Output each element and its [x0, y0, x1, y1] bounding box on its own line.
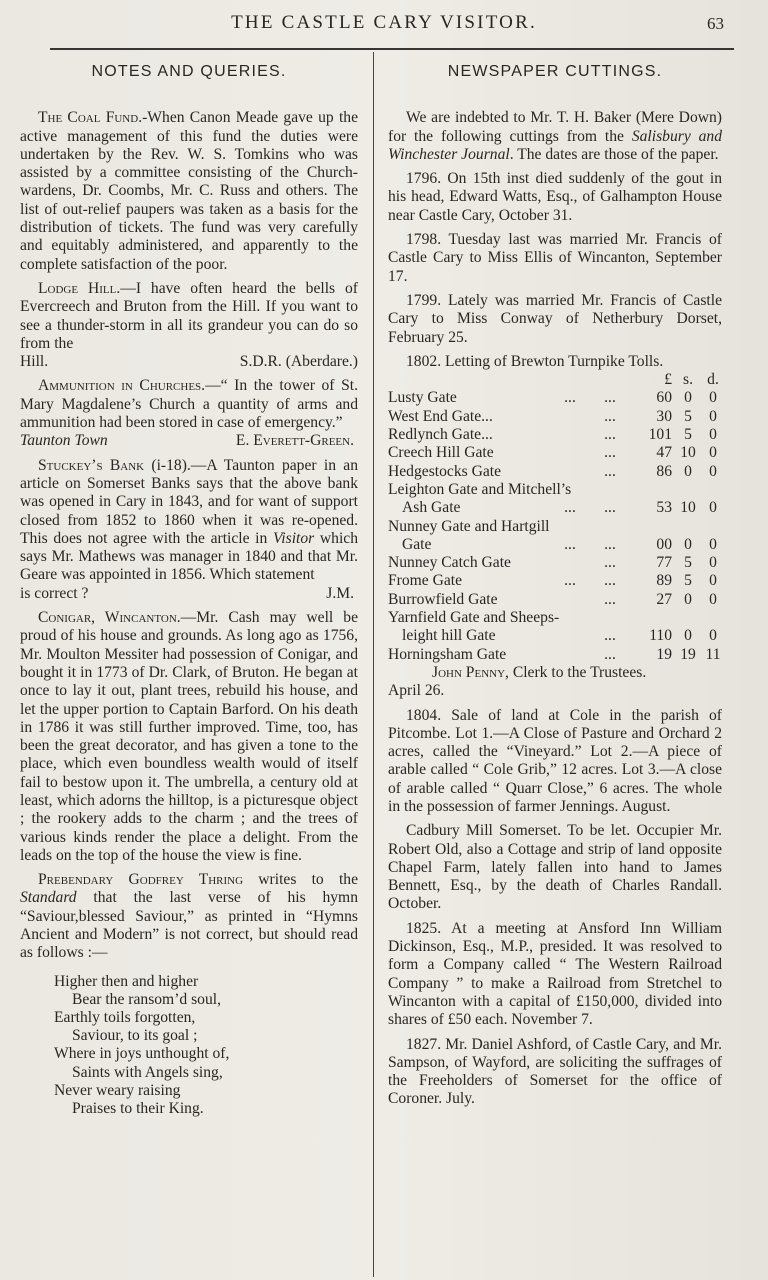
toll-shillings: 5 — [684, 407, 692, 425]
lodge-hill-signature-line — [20, 353, 358, 371]
thring-text-2: that the last verse of his hymn “Saviour,blessed Saviour,” as printed in “Hymns Ancient and Modern” is not correct, but should read as follows :— — [20, 889, 358, 962]
toll-row — [388, 444, 722, 462]
toll-pounds: 53 — [656, 499, 672, 517]
toll-shillings: 10 — [680, 499, 696, 517]
toll-pounds: 60 — [656, 389, 672, 407]
toll-gate-name: leight hill Gate — [402, 627, 496, 645]
lodge-hill-last-word: Hill. — [20, 353, 49, 371]
hymn-line: Earthly toils forgotten, — [54, 1009, 196, 1027]
toll-row — [388, 572, 722, 590]
toll-pence: 0 — [709, 590, 717, 608]
stuckeys-bank-text-1: (i-18).—A Taunton paper in an article on Somerset Banks says that the above bank was opened in Cary in 1843, and for want of support closed from 1852 to 1860 when it was re-opened. This does not agree with the article in — [20, 456, 358, 547]
coal-fund-lead: The Coal Fund. — [38, 109, 143, 127]
toll-leader-dots: ... — [604, 407, 616, 425]
toll-pounds: 89 — [656, 572, 672, 590]
toll-pounds: 86 — [656, 462, 672, 480]
toll-shillings: 5 — [684, 554, 692, 572]
toll-shillings: 0 — [684, 535, 692, 553]
hymn-line: Saints with Angels sing, — [72, 1063, 223, 1081]
cutting-1825: 1825. At a meeting at Ansford Inn William Dickinson, Esq., M.P., presided. It was resolved to form a Company called “ The Western Railroad Company ” to make a Railroad from Stretchel to Wincanton with a capital of £150,000, divided into shares of £50 each. November 7. — [388, 919, 722, 1029]
cutting-cadbury-mill: Cadbury Mill Somerset. To be let. Occupier Mr. Robert Old, also a Cottage and strip of land opposite Chapel Farm, lately fallen into hand to James Bennett, Esq., by the death of Charles Randall. October. — [388, 822, 722, 913]
toll-pence: 0 — [709, 389, 717, 407]
thring-standard: Standard — [20, 889, 77, 907]
cutting-1799: 1799. Lately was married Mr. Francis of Castle Cary to Miss Conway of Netherbury Dorset, February 25. — [388, 291, 722, 346]
toll-leader-dots: ... — [604, 426, 616, 444]
hymn-verse — [54, 973, 358, 1119]
cutting-1798: 1798. Tuesday last was married Mr. Francis of Castle Cary to Miss Ellis of Wincanton, September 17. — [388, 231, 722, 285]
stuckeys-bank-note — [20, 457, 358, 585]
toll-leader-dots: ... — [604, 499, 616, 517]
toll-pence: 0 — [709, 554, 717, 572]
toll-shillings: 0 — [684, 389, 692, 407]
toll-leader-dots: ... — [604, 645, 616, 663]
cuttings-heading: NEWSPAPER CUTTINGS. — [447, 63, 663, 80]
cutting-1804: 1804. Sale of land at Cole in the parish of Pitcombe. Lot 1.—A Close of Pasture and Orchard 2 acres, called the “Vineyard.” Lot 2.—A piece of arable called “ Cole Grib,” 12 acres. Lot 3.—A close of arable called “ Quarr Close,” 6 acres. The whole in the possession of farmer Jennings. August. — [388, 706, 722, 815]
toll-gate-name: Hedgestocks Gate — [388, 462, 502, 480]
thring-note — [20, 871, 358, 962]
toll-row — [388, 536, 722, 554]
toll-gate-name: Lusty Gate — [388, 389, 457, 407]
shillings-header: s. — [683, 371, 693, 389]
lodge-hill-lead: Lodge Hill. — [38, 279, 121, 297]
toll-gate-name: Yarnfield Gate and Sheeps- — [388, 609, 560, 627]
toll-leader-dots: ... — [564, 535, 576, 553]
toll-row — [388, 389, 722, 407]
running-title: THE CASTLE CARY VISITOR. — [231, 12, 537, 33]
hymn-line: Saviour, to its goal ; — [72, 1027, 198, 1045]
cuttings-intro — [388, 109, 722, 164]
toll-gate-name: Redlynch Gate... — [388, 426, 493, 444]
thring-lead: Prebendary Godfrey Thring — [38, 871, 244, 889]
toll-pounds: 110 — [649, 627, 672, 645]
toll-pounds: 47 — [656, 444, 672, 462]
pence-header: d. — [707, 371, 719, 389]
hymn-line: Praises to their King. — [72, 1100, 204, 1118]
toll-gate-name: Burrowfield Gate — [388, 590, 498, 608]
toll-row — [388, 609, 722, 627]
ammunition-lead: Ammunition in Churches. — [38, 377, 206, 395]
toll-gate-name: Nunney Gate and Hartgill — [388, 517, 550, 535]
toll-pounds: 101 — [648, 426, 672, 444]
ammunition-note — [20, 377, 358, 432]
toll-shillings: 19 — [680, 645, 696, 663]
notes-and-queries-column — [20, 58, 358, 1118]
toll-pence: 0 — [709, 462, 717, 480]
coal-fund-text: -When Canon Meade gave up the active management of this fund the duties were undertaken by the Rev. W. S. Tomkins who was assisted by a committee consisting of the Church-wardens, Dr. Coombs, Mr. C. Russ and others. The list of out-relief paupers was taken as a basis for the distribution of tickets. The fund was very carefully and equitably administered, and apparently to the complete satisfaction of the poor. — [20, 109, 358, 273]
toll-row — [388, 426, 722, 444]
tolls-header — [388, 371, 722, 389]
stuckeys-bank-signature-line — [20, 585, 358, 603]
toll-pounds: 19 — [656, 645, 672, 663]
toll-gate-name: Horningsham Gate — [388, 645, 507, 663]
toll-pounds: 77 — [656, 554, 672, 572]
toll-leader-dots: ... — [604, 444, 616, 462]
header-rule — [50, 48, 734, 50]
toll-row — [388, 499, 722, 517]
toll-leader-dots: ... — [564, 572, 576, 590]
cutting-1802: 1802. Letting of Brewton Turnpike Tolls. — [406, 352, 664, 370]
trustee-date: April 26. — [388, 682, 445, 700]
toll-gate-name: West End Gate... — [388, 407, 493, 425]
pounds-header: £ — [664, 371, 672, 389]
trustee-line — [388, 664, 722, 682]
toll-gate-name: Gate — [402, 535, 432, 553]
ammunition-signature-line — [20, 432, 358, 450]
toll-pounds: 30 — [656, 407, 672, 425]
cutting-1796: 1796. On 15th inst died suddenly of the gout in his head, Edward Watts, Esq., of Galhampton House near Castle Cary, October 31. — [388, 170, 722, 224]
toll-shillings: 0 — [684, 627, 692, 645]
toll-leader-dots: ... — [604, 627, 616, 645]
coal-fund-note — [20, 109, 358, 274]
toll-pence: 0 — [709, 572, 717, 590]
toll-pence: 0 — [709, 499, 717, 517]
conigar-text: —Mr. Cash may well be proud of his house and grounds. As long ago as 1756, Mr. Moulton Messiter had possession of Conigar, and bought it in 1773 of Dr. Clark, of Bruton. He began at once to lay it out, plant trees, rebuild his house, and let the upper portion to Captain Barford. On his death in 1786 it was still further improved. Time, too, has been the great decorator, and has given a tone to the place, which even boundless wealth would of itself fail to bestow upon it. The umbrella, a century old at least, which adorns the hilltop, is a picturesque object ; the rookery adds to the charm ; and the trees of various kinds render the place a delight. From the leads on the top of the house the view is fine. — [20, 609, 358, 864]
toll-gate-name: Creech Hill Gate — [388, 444, 494, 462]
toll-row — [388, 646, 722, 664]
toll-shillings: 5 — [684, 426, 692, 444]
toll-gate-name: Nunney Catch Gate — [388, 554, 511, 572]
toll-pence: 0 — [709, 627, 717, 645]
running-head — [0, 12, 768, 40]
stuckeys-bank-visitor: Visitor — [272, 529, 315, 547]
toll-pounds: 27 — [656, 590, 672, 608]
toll-shillings: 0 — [684, 590, 692, 608]
lodge-hill-text: —I have often heard the bells of Evercreech and Bruton from the Hill. If you want to see a thunder-storm in all its grandeur you can do so from the — [20, 279, 358, 352]
column-divider — [373, 52, 374, 1277]
toll-leader-dots: ... — [604, 590, 616, 608]
toll-pence: 0 — [709, 444, 717, 462]
lodge-hill-signature: S.D.R. (Aberdare.) — [239, 353, 358, 371]
ammunition-signature: E. Everett-Green. — [235, 432, 354, 450]
notes-heading: NOTES AND QUERIES. — [91, 63, 287, 80]
newspaper-cuttings-column — [388, 58, 722, 1115]
cutting-1827: 1827. Mr. Daniel Ashford, of Castle Cary, and Mr. Sampson, of Wayford, are soliciting the suffrages of the Freeholders of Somerset for the office of Coroner. July. — [388, 1035, 722, 1108]
stuckeys-bank-last-line: is correct ? — [20, 584, 89, 602]
lodge-hill-note — [20, 280, 358, 353]
ammunition-source: Taunton Town — [20, 432, 108, 450]
thring-text-1: writes to the — [243, 871, 358, 889]
conigar-lead: Conigar, Wincanton. — [38, 609, 181, 627]
toll-pence: 0 — [709, 535, 717, 553]
toll-leader-dots: ... — [604, 535, 616, 553]
hymn-line: Never weary raising — [54, 1081, 181, 1099]
toll-pence: 0 — [709, 426, 717, 444]
trustee-text: , Clerk to the Trustees. — [505, 663, 647, 681]
page-number: 63 — [707, 14, 724, 33]
hymn-line: Higher then and higher — [54, 972, 199, 990]
toll-shillings: 0 — [684, 462, 692, 480]
conigar-note — [20, 609, 358, 865]
toll-row — [388, 554, 722, 572]
toll-leader-dots: ... — [604, 389, 616, 407]
toll-gate-name: Frome Gate — [388, 572, 463, 590]
toll-row — [388, 591, 722, 609]
intro-text-2: . The dates are those of the paper. — [509, 145, 719, 163]
toll-leader-dots: ... — [604, 462, 616, 480]
toll-gate-name: Leighton Gate and Mitchell’s — [388, 480, 572, 498]
hymn-line: Where in joys unthought of, — [54, 1045, 230, 1063]
trustee-name: John Penny — [432, 663, 506, 681]
tolls-table — [388, 389, 722, 663]
toll-row — [388, 481, 722, 499]
toll-leader-dots: ... — [604, 572, 616, 590]
toll-shillings: 5 — [684, 572, 692, 590]
toll-row — [388, 463, 722, 481]
toll-pence: 0 — [709, 407, 717, 425]
toll-row — [388, 518, 722, 536]
toll-pounds: 00 — [656, 535, 672, 553]
toll-leader-dots: ... — [564, 389, 576, 407]
intro-journal: Salisbury and Winchester Journal — [388, 127, 722, 163]
toll-row — [388, 627, 722, 645]
intro-text-1: We are indebted to Mr. T. H. Baker (Mere Down) for the following cuttings from the — [388, 109, 722, 145]
stuckeys-bank-lead: Stuckey’s Bank — [38, 456, 145, 474]
toll-row — [388, 408, 722, 426]
stuckeys-bank-signature: J.M. — [326, 584, 354, 602]
toll-shillings: 10 — [680, 444, 696, 462]
toll-pence: 11 — [705, 645, 721, 663]
toll-gate-name: Ash Gate — [402, 499, 461, 517]
hymn-line: Bear the ransom’d soul, — [72, 990, 221, 1008]
toll-leader-dots: ... — [604, 554, 616, 572]
ammunition-text: —“ In the tower of St. Mary Magdalene’s Church a quantity of arms and ammunition had been stored in case of emergency.” — [20, 377, 358, 432]
stuckeys-bank-text-2: which says Mr. Mathews was manager in 1840 and that Mr. Geare was appointed in 1856. Which statement — [20, 529, 358, 584]
toll-leader-dots: ... — [564, 499, 576, 517]
